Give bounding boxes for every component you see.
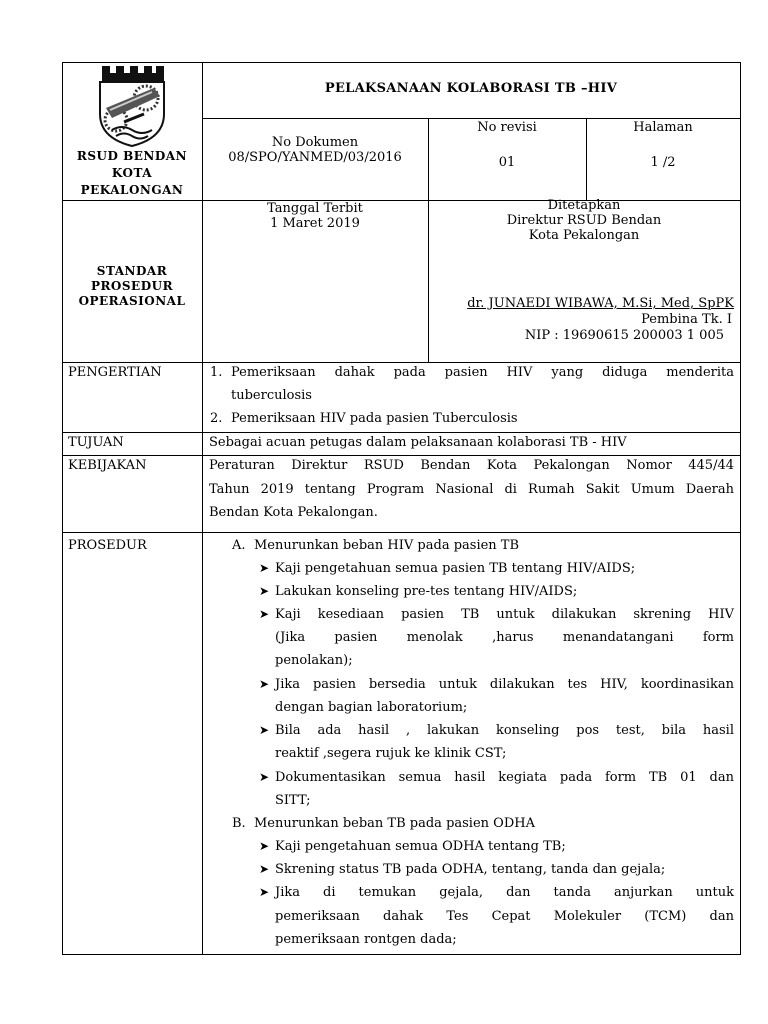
bullet-arrow-icon: ➤ [259,561,270,575]
page-value: 1 /2 [650,155,676,170]
bullet-arrow-icon: ➤ [259,862,270,876]
hospital-name-line-1: RSUD BENDAN [76,149,188,163]
bullet-arrow-icon: ➤ [259,885,270,899]
prosedur-a-bullet-5-line-1: Bila ada hasil , lakukan konseling pos test, bila hasil [275,723,734,738]
sop-label-line-3: OPERASIONAL [78,294,186,308]
revision-label: No revisi [477,120,537,135]
signer-rank: Pembina Tk. I [641,312,732,327]
sop-label-line-1: STANDAR [96,264,168,278]
prosedur-b-bullet-3-line-2: pemeriksaan dahak Tes Cepat Molekuler (TCM) dan [275,909,734,924]
prosedur-b-bullet-3-line-1: Jika di temukan gejala, dan tanda anjurkan untuk [275,885,734,900]
kebijakan-line-3: Bendan Kota Pekalongan. [209,505,378,520]
issue-date-value: 1 Maret 2019 [270,216,360,231]
issue-date-label: Tanggal Terbit [267,201,363,216]
prosedur-a-bullet-6-line-1: Dokumentasikan semua hasil kegiata pada form TB 01 dan [275,770,734,785]
row-divider-prosedur [62,532,741,533]
hospital-name-line-3: PEKALONGAN [80,183,184,197]
row-divider-kebijakan [62,455,741,456]
prosedur-group-a-letter: A. [232,538,246,553]
hospital-logo [96,64,168,148]
prosedur-a-bullet-3-line-1: Kaji kesediaan pasien TB untuk dilakukan skrening HIV [275,607,734,622]
sop-label-line-2: PROSEDUR [90,279,174,293]
approved-line-3: Kota Pekalongan [528,228,640,243]
prosedur-a-bullet-3-line-2: (Jika pasien menolak ,harus menandatangani form [275,630,734,645]
signer-nip: NIP : 19690615 200003 1 005 [524,328,724,343]
prosedur-group-b-heading: Menurunkan beban TB pada pasien ODHA [254,816,535,831]
kebijakan-label: KEBIJAKAN [68,458,147,473]
header-divider-h1 [202,118,740,119]
prosedur-group-a-heading: Menurunkan beban HIV pada pasien TB [254,538,520,553]
hospital-name-line-2: KOTA [111,166,153,180]
approved-line-2: Direktur RSUD Bendan [506,213,662,228]
pengertian-item-1-line-2: tuberculosis [231,388,312,403]
bullet-arrow-icon: ➤ [259,723,270,737]
document-title: PELAKSANAAN KOLABORASI TB –HIV [324,81,618,96]
prosedur-b-bullet-3-line-3: pemeriksaan rontgen dada; [275,932,457,947]
approved-line-1: Ditetapkan [547,198,621,213]
bullet-arrow-icon: ➤ [259,677,270,691]
pengertian-item-1-line-1: Pemeriksaan dahak pada pasien HIV yang diduga menderita [231,365,734,380]
pengertian-item-2-number: 2. [210,411,223,426]
bullet-arrow-icon: ➤ [259,607,270,621]
doc-number-value: 08/SPO/YANMED/03/2016 [228,150,402,165]
prosedur-a-bullet-3-line-3: penolakan); [275,653,353,668]
bullet-arrow-icon: ➤ [259,584,270,598]
prosedur-a-bullet-4-line-1: Jika pasien bersedia untuk dilakukan tes HIV, koordinasikan [275,677,734,692]
page-label: Halaman [633,120,693,135]
prosedur-b-bullet-1-line-1: Kaji pengetahuan semua ODHA tentang TB; [275,839,566,854]
header-divider-h3 [62,362,741,363]
prosedur-a-bullet-2-line-1: Lakukan konseling pre-tes tentang HIV/AIDS; [275,584,578,599]
revision-value: 01 [498,155,516,170]
prosedur-label: PROSEDUR [68,538,147,553]
doc-number-label: No Dokumen [271,135,359,150]
kebijakan-line-2: Tahun 2019 tentang Program Nasional di Rumah Sakit Umum Daerah [209,482,734,497]
pengertian-label: PENGERTIAN [68,365,162,380]
prosedur-group-b-letter: B. [232,816,246,831]
prosedur-a-bullet-1-line-1: Kaji pengetahuan semua pasien TB tentang HIV/AIDS; [275,561,636,576]
pengertian-item-2-line-1: Pemeriksaan HIV pada pasien Tuberculosis [231,411,518,426]
signer-name: dr. JUNAEDI WIBAWA, M.Si, Med, SpPK [467,296,734,311]
bullet-arrow-icon: ➤ [259,839,270,853]
body-divider-v [202,362,203,955]
prosedur-a-bullet-6-line-2: SITT; [275,793,311,808]
prosedur-b-bullet-2-line-1: Skrening status TB pada ODHA, tentang, tanda dan gejala; [275,862,666,877]
table-border-top [62,62,741,63]
table-border-right [740,62,741,955]
prosedur-a-bullet-5-line-2: reaktif ,segera rujuk ke klinik CST; [275,746,507,761]
kebijakan-line-1: Peraturan Direktur RSUD Bendan Kota Pekalongan Nomor 445/44 [209,458,734,473]
tujuan-label: TUJUAN [68,435,124,450]
tujuan-text: Sebagai acuan petugas dalam pelaksanaan kolaborasi TB - HIV [209,435,627,450]
row-divider-tujuan [62,432,741,433]
pengertian-item-1-number: 1. [210,365,223,380]
prosedur-a-bullet-4-line-2: dengan bagian laboratorium; [275,700,468,715]
table-border-bottom [62,954,741,955]
bullet-arrow-icon: ➤ [259,770,270,784]
